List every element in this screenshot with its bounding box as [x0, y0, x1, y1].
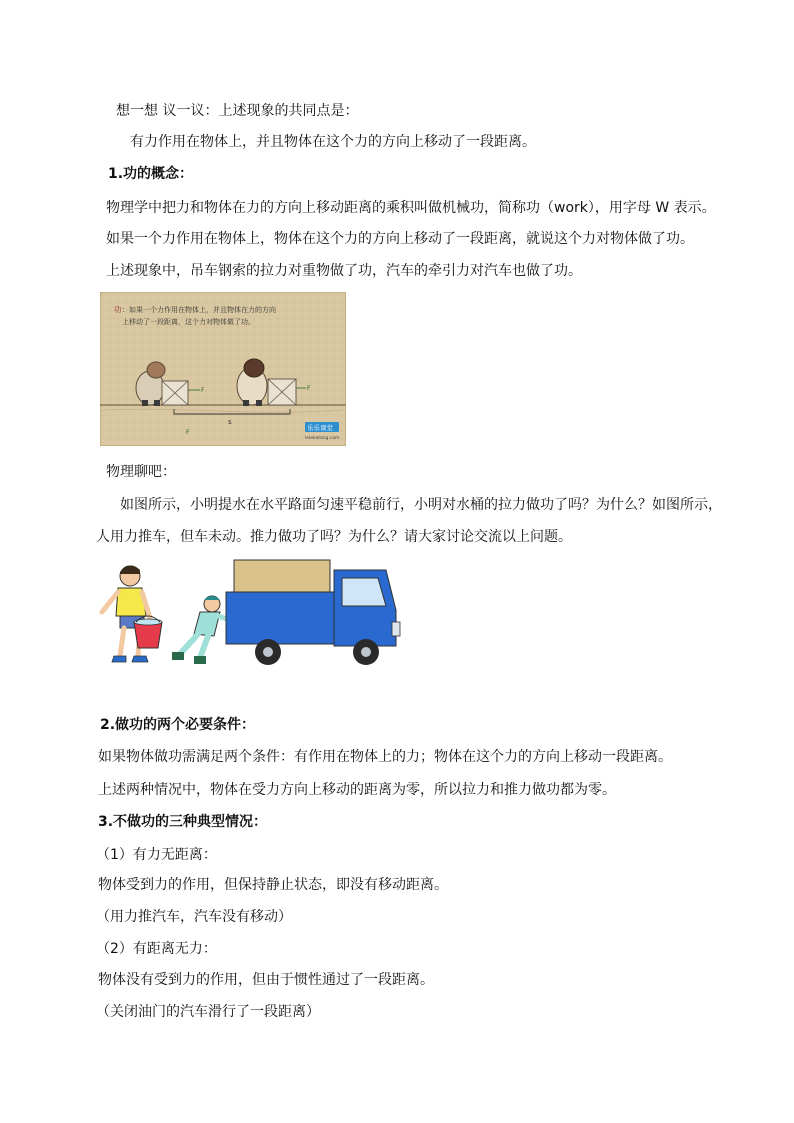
- distance-label: s: [228, 418, 232, 426]
- truck: [226, 560, 400, 665]
- two-conditions-text: 如果物体做功需满足两个条件：有作用在物体上的力；物体在这个力的方向上移动一段距离。: [98, 749, 672, 765]
- physics-chat-question-line1: 如图所示，小明提水在水平路面匀速平稳前行，小明对水桶的拉力做功了吗？为什么？如图所示，: [120, 497, 722, 513]
- box-start: [162, 381, 188, 405]
- case2-example: （关闭油门的汽车滑行了一段距离）: [96, 1004, 320, 1020]
- carry-bucket-push-truck-illustration: [96, 556, 406, 674]
- logo-url: leleketang.com: [305, 436, 340, 441]
- section-heading-work-concept: 1.功的概念：: [108, 166, 194, 182]
- push-box-illustration: [100, 292, 346, 446]
- work-example-text: 上述现象中，吊车钢索的拉力对重物做了功，汽车的牵引力对汽车也做了功。: [106, 263, 582, 279]
- case1-description: 物体受到力的作用，但保持静止状态，即没有移动距离。: [98, 877, 448, 893]
- force-label-end: F: [307, 385, 311, 392]
- case2-heading: （2）有距离无力：: [96, 941, 217, 957]
- figure-caption-label: 功: [114, 305, 122, 314]
- box-end: [268, 379, 296, 405]
- physics-chat-title: 物理聊吧：: [106, 464, 176, 480]
- force-label-bottom: F: [186, 429, 190, 436]
- case2-description: 物体没有受到力的作用，但由于惯性通过了一段距离。: [98, 972, 434, 988]
- common-point-answer: 有力作用在物体上，并且物体在这个力的方向上移动了一段距离。: [130, 134, 536, 150]
- section-heading-work-conditions: 2.做功的两个必要条件：: [100, 717, 256, 733]
- force-label-start: F: [201, 387, 205, 394]
- case1-example: （用力推汽车，汽车没有移动）: [96, 909, 292, 925]
- physics-chat-question-line2: 人用力推车，但车未动。推力做功了吗？为什么？请大家讨论交流以上问题。: [96, 529, 572, 545]
- work-definition: 物理学中把力和物体在力的方向上移动距离的乘积叫做机械功，简称功（work），用字母 W 表示。: [106, 200, 716, 216]
- man-pushing-truck: [172, 596, 230, 664]
- think-discuss-prompt: 想一想 议一议：上述现象的共同点是：: [116, 103, 359, 119]
- case1-heading: （1）有力无距离：: [96, 847, 217, 863]
- figure-caption-line2: 上移动了一段距离，这个力对物体做了功。: [122, 318, 255, 326]
- zero-work-explanation: 上述两种情况中，物体在受力方向上移动的距离为零，所以拉力和推力做功都为零。: [98, 782, 616, 798]
- figure-caption-line1: ：如果一个力作用在物体上，并且物体在力的方向: [122, 306, 276, 314]
- bucket: [134, 616, 162, 648]
- work-condition-text: 如果一个力作用在物体上，物体在这个力的方向上移动了一段距离，就说这个力对物体做了功。: [106, 231, 694, 247]
- section-heading-no-work-cases: 3.不做功的三种典型情况：: [98, 814, 268, 830]
- logo-text: 乐乐课堂: [307, 424, 333, 432]
